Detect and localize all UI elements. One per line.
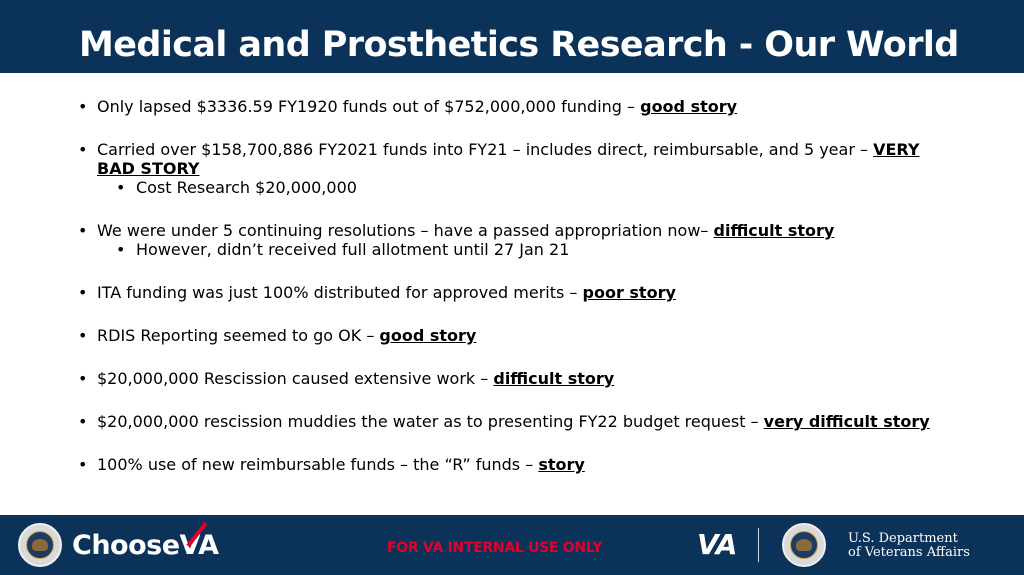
bullet-item-6 — [78, 369, 958, 388]
bullet-icon: • — [78, 140, 88, 159]
department-name — [848, 532, 970, 560]
bullet-text: RDIS Reporting seemed to go OK – — [97, 326, 380, 345]
choose-va-mark — [180, 531, 219, 561]
sub-bullet-item-2 — [116, 178, 958, 197]
bullet-text: Only lapsed $3336.59 FY1920 funds out of $752,000,000 funding – — [97, 97, 641, 116]
internal-use-notice: FOR VA INTERNAL USE ONLY — [387, 540, 603, 556]
story-label: difficult story — [713, 221, 835, 240]
bullet-list — [78, 97, 958, 474]
bullet-icon: • — [78, 369, 88, 388]
bullet-icon: • — [78, 326, 88, 345]
bullet-item-5 — [78, 326, 958, 345]
bullet-icon: • — [78, 455, 88, 474]
bullet-icon: • — [78, 283, 88, 302]
bullet-text: 100% use of new reimbursable funds – the “R” funds – — [97, 455, 539, 474]
bullet-text: $20,000,000 rescission muddies the water as to presenting FY22 budget request – — [97, 412, 764, 431]
choose-va-logo — [72, 531, 219, 561]
story-label: good story — [640, 97, 738, 116]
department-line-1: U.S. Department — [848, 531, 958, 546]
story-label: story — [538, 455, 585, 474]
story-label: very difficult story — [763, 412, 930, 431]
story-label: good story — [379, 326, 477, 345]
bullet-icon: • — [78, 221, 88, 240]
sub-bullet-icon: • — [116, 240, 126, 259]
va-logo: VA — [697, 528, 737, 561]
page-title: Medical and Prosthetics Research - Our World — [79, 25, 959, 65]
red-check-icon — [186, 522, 208, 548]
va-seal-icon — [18, 523, 62, 567]
sub-bullet-item-3 — [116, 240, 958, 259]
sub-bullet-text: However, didn’t received full allotment until 27 Jan 21 — [136, 240, 570, 259]
eagle-icon — [32, 539, 48, 551]
bullet-text: We were under 5 continuing resolutions – have a passed appropriation now– — [97, 221, 714, 240]
choose-va-word: VA — [179, 530, 219, 561]
story-label: difficult story — [493, 369, 615, 388]
bullet-item-4 — [78, 283, 958, 302]
department-line-2: of Veterans Affairs — [848, 545, 970, 560]
bullet-text: $20,000,000 Rescission caused extensive work – — [97, 369, 494, 388]
bullet-icon: • — [78, 412, 88, 431]
bullet-text: Carried over $158,700,886 FY2021 funds into FY21 – includes direct, reimbursable, and 5 year – — [97, 140, 874, 159]
bullet-item-7 — [78, 412, 958, 431]
bullet-item-1 — [78, 97, 958, 116]
sub-bullet-icon: • — [116, 178, 126, 197]
story-label: poor story — [582, 283, 676, 302]
sub-bullet-text: Cost Research $20,000,000 — [136, 178, 357, 197]
bullet-item-2 — [78, 140, 958, 178]
footer-divider — [758, 528, 759, 562]
bullet-text: ITA funding was just 100% distributed for approved merits – — [97, 283, 583, 302]
bullet-item-8 — [78, 455, 958, 474]
bullet-item-3 — [78, 221, 958, 240]
bullet-icon: • — [78, 97, 88, 116]
story-label: VERY BAD STORY — [97, 140, 920, 178]
va-seal-icon — [782, 523, 826, 567]
eagle-icon — [796, 539, 812, 551]
choose-word: Choose — [72, 530, 180, 561]
